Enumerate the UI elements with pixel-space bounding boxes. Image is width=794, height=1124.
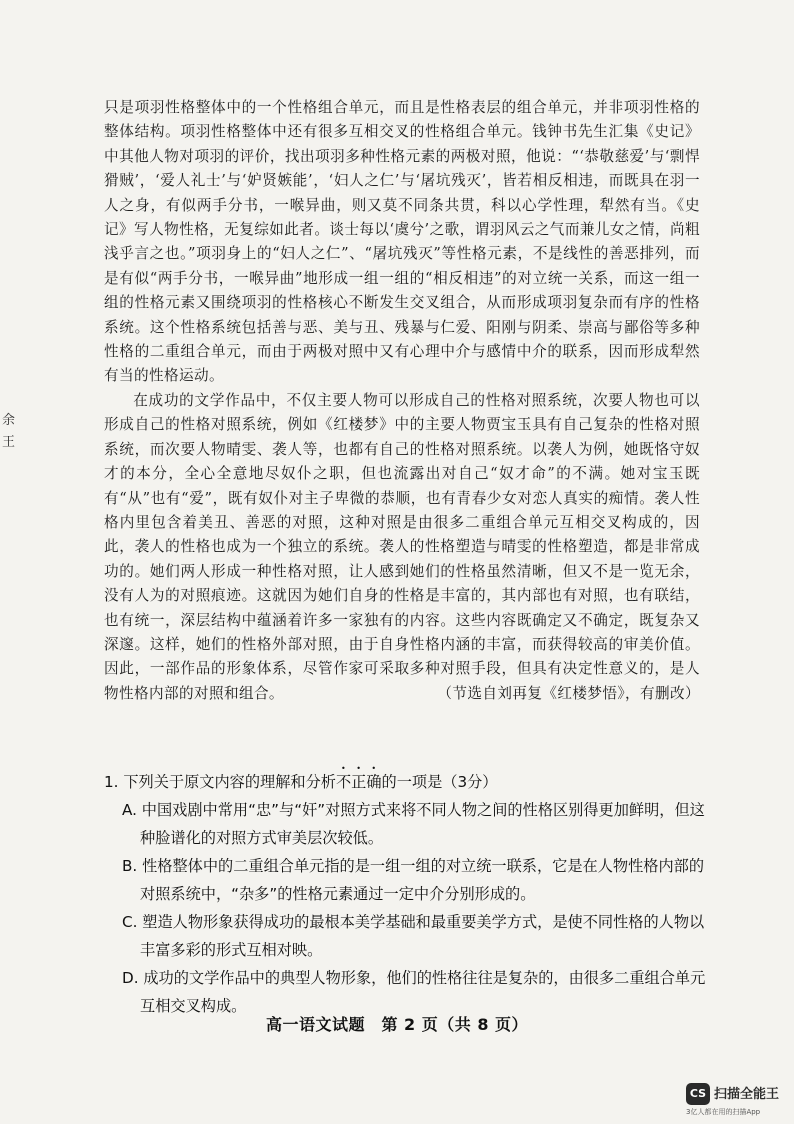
passage-source: （节选自刘再复《红楼梦悟》，有删改）	[437, 684, 700, 702]
scanner-watermark	[686, 1080, 792, 1120]
reading-passage	[104, 96, 700, 706]
margin-mark: 余 王	[2, 413, 16, 450]
option-d: D. 成功的文学作品中的典型人物形象，他们的性格往往是复杂的，由很多二重组合单元互相交叉构成。	[122, 969, 706, 1015]
passage-paragraph-2: 在成功的文学作品中，不仅主要人物可以形成自己的性格对照系统，次要人物也可以形成自己的性格对照系统，例如《红楼梦》中的主要人物贾宝玉具有自己复杂的性格对照系统，而次要人物晴雯、袭人等，也都有自己的性格对照系统。以袭人为例，她既恪守奴才的本分，全心全意地尽奴仆之职，但也流露出对自己“奴才命”的不满。她对宝玉既有“从”也有“爱”，既有奴仆对主子卑微的恭顺，也有青春少女对恋人真实的痴情。袭人性格内里包含着美丑、善恶的对照，这种对照是由很多二重组合单元互相交叉构成的，因此，袭人的性格也成为一个独立的系统。袭人的性格塑造与晴雯的性格塑造，都是非常成功的。她们两人形成一种性格对照，让人感到她们的性格虽然清晰，但又不是一览无余，没有人为的对照痕迹。这就因为她们自身的性格是丰富的，其内部也有对照，也有联结，也有统一，深层结构中蕴涵着许多一家独有的内容。这些内容既确定又不确定，既复杂又深邃。这样，她们的性格外部对照，由于自身性格内涵的丰富，而获得较高的审美价值。因此，一部作品的形象体系，尽管作家可采取多种对照手段，但具有决定性意义的，是人物性格内部的对照和组合。	[104, 391, 700, 702]
option-a: A. 中国戏剧中常用“忠”与“奸”对照方式来将不同人物之间的性格区别得更加鲜明，但这种脸谱化的对照方式审美层次较低。	[122, 801, 705, 847]
passage-paragraph-1: 只是项羽性格整体中的一个性格组合单元，而且是性格表层的组合单元，并非项羽性格的整体结构。项羽性格整体中还有很多互相交叉的性格组合单元。钱钟书先生汇集《史记》中其他人物对项羽的评价，找出项羽多种性格元素的两极对照，他说：“‘恭敬慈爱’与‘剽悍猾贼’，‘爱人礼士’与‘妒贤嫉能’，‘妇人之仁’与‘屠坑残灭’，皆若相反相违，而既具在羽一人之身，有似两手分书，一喉异曲，则又莫不同条共贯，科以心学性理，犁然有当。《史记》写人物性格，无复综如此者。谈士每以‘虞兮’之歌，谓羽风云之气而兼儿女之情，尚粗浅乎言之也。”项羽身上的“妇人之仁”、“屠坑残灭”等性格元素，不是线性的善恶排列，而是有似“两手分书，一喉异曲”地形成一组一组的“相反相违”的对立统一关系，而这一组一组的性格元素又围绕项羽的性格核心不断发生交叉组合，从而形成项羽复杂而有序的性格系统。这个性格系统包括善与恶、美与丑、残暴与仁爱、阳刚与阴柔、崇高与鄙俗等多种性格的二重组合单元，而由于两极对照中又有心理中介与感情中介的联系，因而形成犁然有当的性格运动。	[104, 99, 700, 385]
stem-prefix: 1. 下列关于原文内容的理解和分析	[104, 773, 336, 791]
question-1	[104, 764, 714, 1020]
page-footer: 高一语文试题 第 2 页（共 8 页）	[265, 1015, 529, 1034]
stem-suffix: 的一项是（3分）	[381, 773, 498, 791]
option-b: B. 性格整体中的二重组合单元指的是一组一组的对立统一联系，它是在人物性格内部的对照系统中，“杂多”的性格元素通过一定中介分别形成的。	[122, 857, 705, 903]
question-stem	[104, 764, 714, 796]
watermark-title: 扫描全能王	[714, 1087, 780, 1102]
option-c: C. 塑造人物形象获得成功的最根本美学基础和最重要美学方式，是使不同性格的人物以丰富多彩的形式互相对映。	[122, 913, 705, 959]
camscanner-logo-icon: CS	[686, 1083, 710, 1105]
watermark-subtitle: 3亿人都在用的扫描App	[686, 1108, 761, 1116]
stem-emphasis: 不正确	[335, 773, 382, 791]
